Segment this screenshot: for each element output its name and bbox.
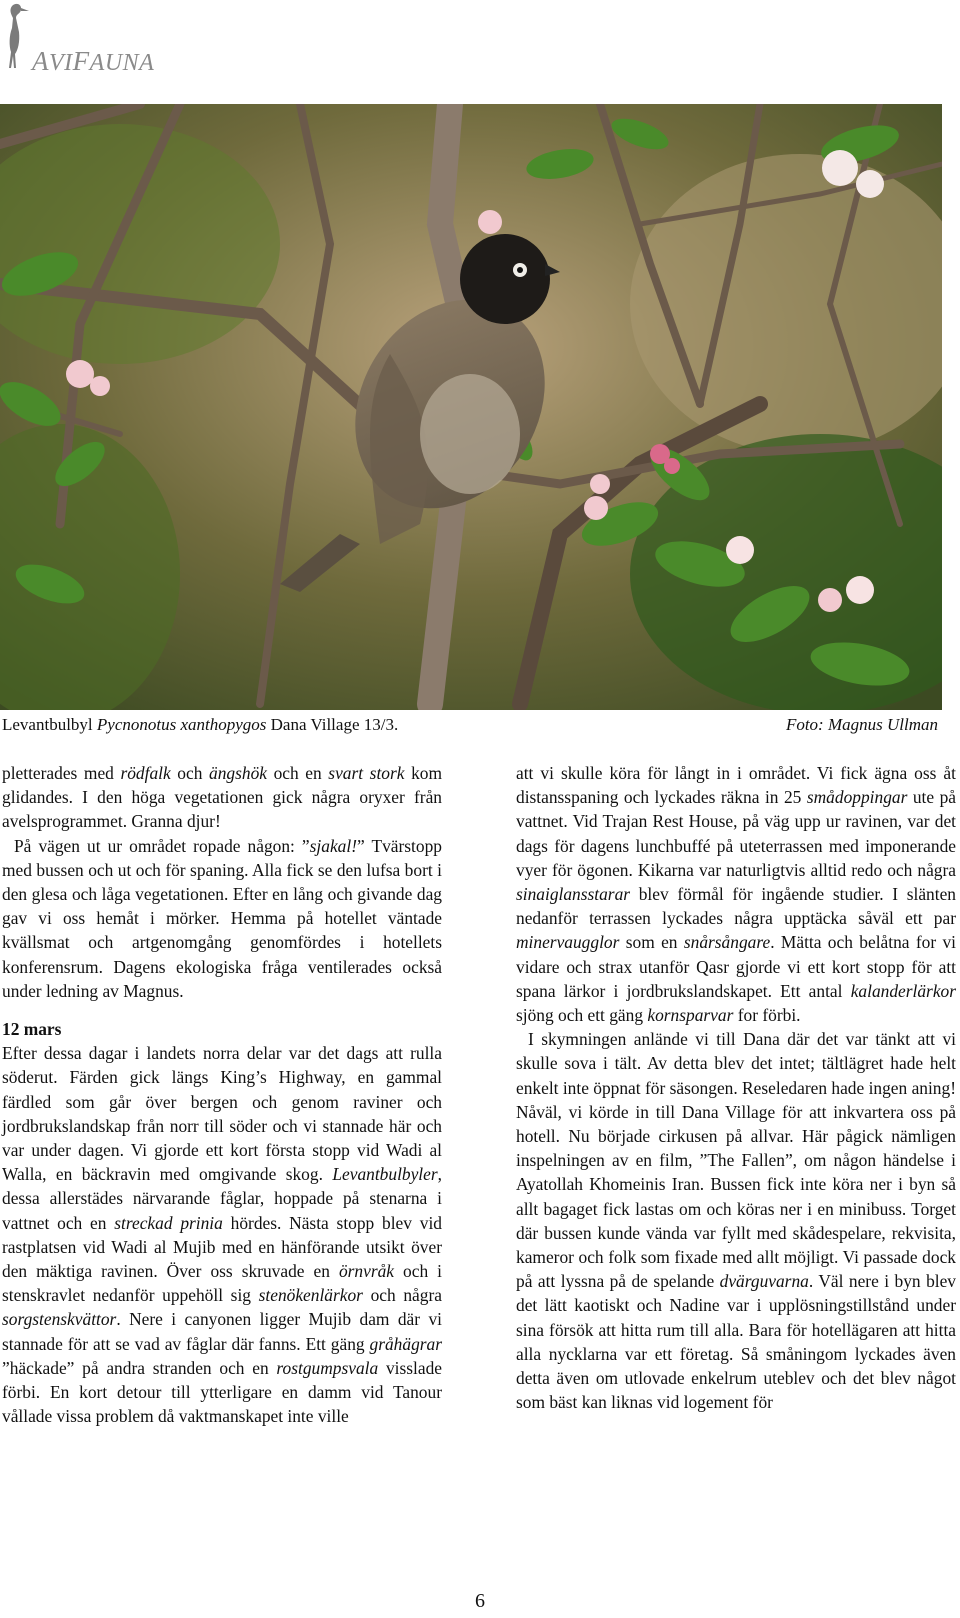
heron-logo-icon: [4, 2, 30, 72]
species-name: örnvråk: [338, 1261, 395, 1282]
species-name: ängshök: [209, 763, 267, 783]
species-name: sinaiglansstarar: [516, 884, 631, 905]
species-name: streckad prinia: [114, 1212, 223, 1233]
species-name: kalanderlärkor: [850, 980, 956, 1001]
photo-caption: [2, 714, 938, 736]
logo-wordmark: AVIFAUNA: [32, 46, 155, 76]
bulbul-illustration: [0, 104, 942, 710]
paragraph: På vägen ut ur området ropade någon: ”sjakal!” Tvärstopp med bussen och ut och för spaning. Alla fick se den lufsa bort i den glesa och låga vegetationen. Efter en lång och givande dag gav vi oss hemåt i mörker. Hemma på hotellet väntade kvällsmat och artgenomgång genomfördes i hotellets konferensrum. Dagens ekologiska fråga ventilerades också under ledning av Magnus.: [2, 835, 442, 1001]
right-column: [516, 761, 956, 1414]
bird-photo: [0, 104, 942, 710]
species-name: minervaugglor: [516, 932, 620, 953]
species-name: svart stork: [328, 763, 405, 783]
section-heading: 12 mars: [2, 1019, 62, 1040]
left-column: [2, 761, 442, 1428]
species-name: Levantbulbyler: [332, 1164, 438, 1185]
species-name: sorgstenskvättor: [2, 1309, 117, 1330]
paragraph: att vi skulle köra för långt in i området. Vi fick ägna oss åt distansspaning och lyckades räkna in 25 smådoppingar ute på vattnet. Vid Trajan Rest House, på väg upp ur ravinen, var det dags för dagens lunchbuffé på uteterrassen med imponerande vyer för ögonen. Kikarna var naturligtvis alltid redo och några sinaiglansstarar blev förmål för ingående studier. I slänten nedanför terrassen lyckades några upptäcka såväl ett par minervaugglor som en snårsångare. Mätta och belåtna for vi vidare och strax utanför Qasr gjorde vi ett kort stopp för att spana lärkor i jordbrukslandskapet. Ett antal kalanderlärkor sjöng och ett gäng kornsparvar for förbi.: [516, 763, 957, 1026]
species-name: gråhägrar: [369, 1333, 442, 1354]
species-name: rödfalk: [120, 763, 171, 783]
species-name: stenökenlärkor: [258, 1285, 363, 1306]
species-name: rostgumpsvala: [276, 1357, 379, 1378]
species-name: sjakal!: [309, 835, 357, 856]
species-name: snårsångare: [683, 932, 771, 953]
paragraph: I skymningen anlände vi till Dana där det var tänkt att vi skulle sova i tält. Av detta blev det intet; tältlägret hade helt enkelt inte öppnat för säsongen. Reseledaren hade ingen aning! Nåväl, vi körde in till Dana Village för att inkvartera oss på hotell. Nu började cirkusen på allvar. Här pågick nämligen inspelningen av en film, ”The Fallen”, om någon händelse i Ayatollah Khomeinis Iran. Bussen fick inte köra ner i byn så allt bagaget fick lastas om och köras ner i en minibuss. Torget där bussen kunde vända var fyllt med skådespelare, rekvisita, kameror och folk som fixade med allt möjligt. Vi passade dock på att lyssna på de spelande dvärguvarna. Väl nere i byn blev det lätt kaotiskt och Nadine var i upplösningstillstånd under sina försök att hitta rum till alla. Bara för hotellägaren att hitta alla nycklarna var ett företag. Så småningom lyckades även detta även om utlovade enkelrum uteblev och det blev något som bäst kan liknas vid logement för: [516, 1029, 957, 1413]
species-name: smådoppingar: [806, 787, 908, 808]
caption-text: Levantbulbyl Pycnonotus xanthopygos Dana Village 13/3.: [2, 715, 399, 734]
page-number: 6: [475, 1590, 485, 1612]
paragraph: pletterades med rödfalk och ängshök och en svart stork kom glidandes. I den höga vegetationen gick några oryxer från avelsprogrammet. Granna djur!: [2, 763, 442, 832]
paragraph: Efter dessa dagar i landets norra delar var det dags att rulla söderut. Färden gick längs King’s Highway, en gammal färdled som går över bergen och genom raviner och jordbrukslandskap från norr till söder och vi stannade här och var under dagen. Vi gjorde ett kort första stopp vid Wadi al Walla, en bäckravin med omgivande skog. Levantbulbyler, dessa allerstädes närvarande fåglar, hoppade på stenarna i vattnet och en streckad prinia hördes. Nästa stopp blev vid rastplatsen vid Wadi al Mujib med en hänförande utsikt över den mäktiga ravinen. Över oss skruvade en örnvråk och i stenskravlet nedanför uppehöll sig stenökenlärkor och några sorgstenskvättor. Nere i canyonen ligger Mujib dam där vi stannade för att se vad av fåglar där fanns. Ett gäng gråhägrar ”häckade” på andra stranden och en rostgumpsvala visslade förbi. En kort detour till ytterligare en damm vid Tanour vållade vissa problem då vaktmanskapet inte ville: [2, 1043, 442, 1427]
species-name: kornsparvar: [647, 1005, 734, 1026]
avifauna-logo: [4, 2, 204, 74]
photo-credit: Foto: Magnus Ullman: [785, 715, 938, 734]
species-name: dvärguvarna: [719, 1271, 809, 1292]
